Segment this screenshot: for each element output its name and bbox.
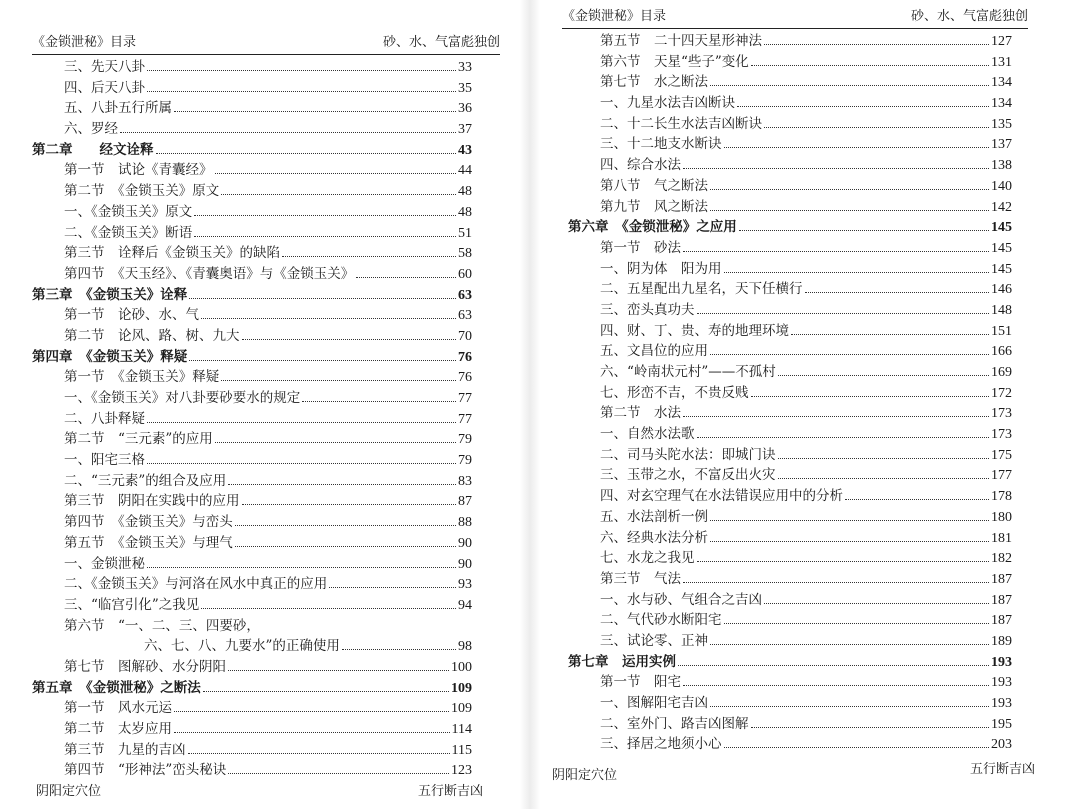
- toc-dot-leader: [242, 492, 457, 505]
- toc-entry: [568, 362, 1012, 383]
- toc-entry: [568, 734, 1012, 755]
- toc-entry-label: 第二节 水法: [600, 405, 681, 422]
- toc-dot-leader: [356, 265, 456, 278]
- toc-entry-label: 四、对玄空理气在水法错误应用中的分析: [600, 488, 843, 505]
- toc-entry: [568, 507, 1012, 528]
- toc-dot-leader: [751, 384, 990, 397]
- toc-dot-leader: [215, 430, 456, 443]
- toc-dot-leader: [751, 715, 990, 728]
- toc-dot-leader: [282, 244, 456, 257]
- toc-page-number: 90: [458, 535, 472, 551]
- toc-entry: [568, 197, 1012, 218]
- toc-dot-leader: [201, 306, 456, 319]
- toc-entry-label: 第六节 天星“些子”变化: [600, 53, 749, 70]
- toc-entry: [32, 450, 472, 471]
- right-table-of-contents: [568, 31, 1012, 755]
- toc-entry-label: 第四节 “形神法”峦头秘诀: [64, 762, 227, 779]
- toc-entry: [32, 305, 472, 326]
- toc-page-number: 137: [991, 137, 1012, 153]
- toc-dot-leader: [710, 73, 989, 86]
- toc-page-number: 98: [458, 639, 472, 655]
- toc-page-number: 182: [991, 551, 1012, 567]
- toc-page-number: 83: [458, 473, 472, 489]
- toc-page-number: 115: [451, 742, 472, 758]
- toc-page-number: 33: [458, 60, 472, 75]
- toc-page-number: 193: [991, 696, 1012, 711]
- toc-dot-leader: [737, 94, 989, 107]
- toc-page-number: 63: [458, 287, 472, 303]
- toc-entry-label: 二、十二长生水法吉凶断诀: [600, 115, 762, 132]
- toc-dot-leader: [342, 637, 456, 650]
- toc-entry-label: 第三节 阴阳在实践中的应用: [64, 493, 240, 510]
- toc-page-number: 76: [458, 370, 472, 386]
- right-page-header: [562, 6, 1028, 29]
- toc-entry-label: 第三节 诠释后《金锁玉关》的缺陷: [64, 245, 280, 262]
- toc-entry: [568, 465, 1012, 486]
- toc-entry: [568, 486, 1012, 507]
- toc-dot-leader: [194, 224, 456, 237]
- toc-entry-label: 第一节 试论《青囊经》: [64, 162, 213, 179]
- toc-page-number: 138: [991, 158, 1012, 174]
- toc-entry: [32, 160, 472, 181]
- toc-entry: [32, 760, 472, 781]
- toc-entry: [32, 698, 472, 719]
- toc-entry: [32, 616, 472, 637]
- toc-page-number: 35: [458, 80, 472, 96]
- toc-dot-leader: [710, 198, 989, 211]
- toc-page-number: 193: [991, 654, 1012, 670]
- toc-dot-leader: [683, 570, 989, 583]
- toc-entry: [32, 719, 472, 740]
- toc-entry: [568, 528, 1012, 549]
- toc-entry: [568, 321, 1012, 342]
- toc-page-number: 109: [451, 680, 472, 696]
- left-footer-right: 五行断吉凶: [418, 784, 484, 799]
- toc-dot-leader: [724, 260, 990, 273]
- toc-dot-leader: [683, 404, 989, 417]
- toc-page-number: 189: [991, 633, 1012, 649]
- toc-dot-leader: [147, 555, 456, 568]
- toc-entry-label: 二、《金锁玉关》与河洛在风水中真正的应用: [64, 576, 328, 593]
- left-table-of-contents: [32, 57, 472, 781]
- right-header-author: 砂、水、气富彪独创: [910, 9, 1028, 24]
- toc-page-number: 58: [458, 246, 472, 262]
- toc-entry: [32, 119, 472, 140]
- toc-page-number: 166: [991, 344, 1012, 360]
- toc-entry-label: 第五节 《金锁玉关》与理气: [64, 534, 233, 551]
- toc-entry-label: 六、经典水法分析: [600, 529, 708, 546]
- toc-entry-label: 三、“临宫引化”之我见: [64, 596, 200, 613]
- toc-chapter-entry: [568, 652, 1012, 673]
- toc-page-number: 172: [991, 385, 1012, 401]
- toc-dot-leader: [764, 115, 989, 128]
- toc-dot-leader: [791, 322, 989, 335]
- toc-entry-label: 第三节 九星的吉凶: [64, 741, 186, 758]
- toc-page-number: 173: [991, 427, 1012, 443]
- toc-dot-leader: [201, 596, 456, 609]
- toc-entry: [32, 57, 472, 78]
- toc-page-number: 94: [458, 597, 472, 613]
- toc-entry-label: 第八节 气之断法: [600, 177, 708, 194]
- toc-dot-leader: [764, 591, 989, 604]
- toc-page-number: 36: [458, 101, 472, 117]
- toc-dot-leader: [120, 120, 456, 133]
- toc-entry-label: 第九节 风之断法: [600, 198, 708, 215]
- toc-entry: [32, 409, 472, 430]
- toc-dot-leader: [845, 487, 989, 500]
- toc-entry-label: 二、八卦释疑: [64, 410, 145, 427]
- toc-dot-leader: [147, 79, 456, 92]
- toc-page-number: 173: [991, 406, 1012, 422]
- toc-entry: [32, 533, 472, 554]
- toc-page-number: 114: [451, 722, 472, 737]
- toc-entry: [568, 300, 1012, 321]
- toc-page-number: 76: [458, 349, 472, 365]
- toc-entry: [568, 590, 1012, 611]
- toc-page-number: 187: [991, 571, 1012, 587]
- toc-entry: [568, 631, 1012, 652]
- toc-entry-label: 第五节 二十四天星形神法: [600, 33, 762, 49]
- toc-entry-label: 五、文昌位的应用: [600, 343, 708, 360]
- toc-entry: [568, 548, 1012, 569]
- toc-entry: [568, 714, 1012, 735]
- toc-entry-label: 六、罗经: [64, 121, 118, 138]
- toc-page-number: 48: [458, 184, 472, 200]
- toc-page-number: 37: [458, 122, 472, 138]
- book-gutter: [520, 0, 540, 809]
- toc-dot-leader: [805, 280, 990, 293]
- toc-entry-label: 三、玉带之水，不富反出火灾: [600, 467, 776, 484]
- toc-entry-label: 第三章 《金锁玉关》诠释: [32, 286, 188, 303]
- toc-entry-label: 一、水与砂、气组合之吉凶: [600, 591, 762, 608]
- toc-entry: [32, 657, 472, 678]
- right-footer-left: 阴阳定穴位: [552, 768, 618, 783]
- toc-dot-leader: [147, 410, 456, 423]
- toc-entry-label: 七、水龙之我见: [600, 550, 695, 567]
- toc-entry: [568, 93, 1012, 114]
- toc-dot-leader: [189, 286, 456, 299]
- toc-entry-label: 二、“三元素”的组合及应用: [64, 472, 227, 489]
- left-footer-left: 阴阳定穴位: [36, 784, 102, 799]
- toc-page-number: 151: [991, 323, 1012, 339]
- toc-dot-leader: [764, 32, 989, 45]
- toc-dot-leader: [778, 466, 990, 479]
- toc-page-number: 77: [458, 391, 472, 406]
- toc-page-number: 134: [991, 75, 1012, 91]
- toc-page-number: 48: [458, 204, 472, 220]
- toc-entry: [32, 223, 472, 244]
- toc-page-number: 175: [991, 447, 1012, 463]
- left-page: [0, 0, 520, 809]
- toc-dot-leader: [710, 529, 989, 542]
- toc-page-number: 145: [991, 240, 1012, 256]
- toc-chapter-entry: [32, 140, 472, 161]
- toc-entry-label: 第四节 《金锁玉关》与峦头: [64, 514, 233, 531]
- toc-entry-label: 第二章 经文诠释: [32, 141, 154, 158]
- toc-entry-label: 第二节 “三元素”的应用: [64, 431, 213, 448]
- toc-entry: [568, 52, 1012, 73]
- toc-chapter-entry: [32, 347, 472, 368]
- toc-page-number: 79: [458, 432, 472, 448]
- toc-chapter-entry: [32, 285, 472, 306]
- toc-page-number: 44: [458, 163, 472, 179]
- toc-entry-label: 一、《金锁玉关》对八卦要砂要水的规定: [64, 390, 301, 406]
- toc-entry: [32, 78, 472, 99]
- toc-entry-label: 第一节 论砂、水、气: [64, 307, 199, 324]
- toc-page-number: 178: [991, 489, 1012, 505]
- toc-page-number: 177: [991, 468, 1012, 484]
- toc-entry-label: 第七节 图解砂、水分阴阳: [64, 658, 226, 675]
- toc-page-number: 90: [458, 556, 472, 572]
- toc-entry: [568, 403, 1012, 424]
- toc-page-number: 77: [458, 411, 472, 427]
- toc-entry-label: 第六节 “一、二、三、四要砂，: [64, 617, 260, 634]
- toc-entry: [568, 114, 1012, 135]
- toc-dot-leader: [683, 156, 989, 169]
- toc-entry-label: 一、金锁泄秘: [64, 555, 145, 572]
- toc-page-number: 180: [991, 509, 1012, 525]
- toc-entry-label: 第二节 《金锁玉关》原文: [64, 183, 220, 200]
- toc-entry-label: 第六章 《金锁泄秘》之应用: [568, 219, 737, 236]
- toc-entry: [568, 238, 1012, 259]
- toc-entry-label: 二、气代砂水断阳宅: [600, 612, 722, 629]
- toc-page-number: 187: [991, 613, 1012, 629]
- toc-page-number: 195: [991, 716, 1012, 732]
- toc-entry-label: 一、阳宅三格: [64, 452, 145, 469]
- toc-dot-leader: [188, 741, 450, 754]
- left-header-author: 砂、水、气富彪独创: [382, 35, 500, 50]
- toc-entry-label: 三、峦头真功夫: [600, 301, 695, 318]
- toc-dot-leader: [156, 141, 457, 154]
- toc-page-number: 145: [991, 220, 1012, 236]
- toc-dot-leader: [697, 301, 990, 314]
- toc-page-number: 127: [991, 34, 1012, 49]
- toc-entry-label: 二、五星配出九星名，天下任横行: [600, 281, 803, 298]
- toc-dot-leader: [174, 699, 449, 712]
- toc-page-number: 145: [991, 261, 1012, 277]
- toc-entry: [32, 636, 472, 657]
- toc-page-number: 134: [991, 96, 1012, 112]
- toc-dot-leader: [228, 472, 456, 485]
- toc-entry-label: 第一节 《金锁玉关》释疑: [64, 369, 220, 386]
- toc-entry-label: 六、“岭南状元村”——不孤村: [600, 364, 776, 380]
- toc-entry: [568, 134, 1012, 155]
- toc-entry-label: 七、形峦不吉，不贵反贱: [600, 384, 749, 401]
- toc-entry: [568, 445, 1012, 466]
- toc-entry-label: 一、阴为体 阳为用: [600, 260, 722, 277]
- toc-page-number: 123: [451, 763, 472, 779]
- toc-entry: [32, 326, 472, 347]
- right-header-title: 《金锁泄秘》目录: [562, 9, 667, 24]
- toc-entry: [32, 595, 472, 616]
- toc-dot-leader: [228, 658, 449, 671]
- toc-dot-leader: [710, 508, 989, 521]
- toc-entry-label: 四、综合水法: [600, 157, 681, 174]
- toc-entry-label: 二、司马头陀水法：即城门诀: [600, 446, 776, 463]
- toc-dot-leader: [678, 653, 989, 666]
- toc-dot-leader: [194, 203, 456, 216]
- toc-entry-label: 第二节 太岁应用: [64, 721, 172, 737]
- toc-page-number: 70: [458, 328, 472, 344]
- toc-entry: [568, 31, 1012, 52]
- toc-dot-leader: [683, 239, 989, 252]
- toc-page-number: 93: [458, 577, 472, 593]
- toc-dot-leader: [221, 182, 456, 195]
- toc-dot-leader: [147, 451, 456, 464]
- toc-entry-label: 一、自然水法歌: [600, 426, 695, 443]
- toc-page-number: 79: [458, 453, 472, 469]
- toc-entry: [32, 740, 472, 761]
- toc-entry: [568, 279, 1012, 300]
- toc-entry: [568, 569, 1012, 590]
- toc-entry-label: 五、八卦五行所属: [64, 100, 172, 117]
- toc-entry-label: 第四节 《天玉经》、《青囊奥语》与《金锁玉关》: [64, 265, 355, 282]
- toc-entry: [32, 388, 472, 409]
- toc-entry-label: 第七章 运用实例: [568, 653, 676, 670]
- toc-dot-leader: [751, 53, 989, 66]
- toc-page-number: 87: [458, 494, 472, 510]
- toc-dot-leader: [242, 327, 457, 340]
- toc-entry: [32, 367, 472, 388]
- toc-entry: [568, 72, 1012, 93]
- toc-entry-label: 四、财、丁、贵、寿的地理环境: [600, 322, 789, 339]
- toc-page-number: 131: [991, 54, 1012, 70]
- toc-dot-leader: [174, 720, 450, 733]
- toc-dot-leader: [215, 161, 457, 174]
- toc-entry-label: 三、试论零、正神: [600, 632, 708, 649]
- toc-entry: [32, 181, 472, 202]
- toc-entry-label: 第四章 《金锁玉关》释疑: [32, 348, 188, 365]
- toc-page-number: 60: [458, 266, 472, 282]
- toc-entry-label: 第一节 砂法: [600, 239, 681, 256]
- toc-dot-leader: [147, 58, 456, 71]
- toc-chapter-entry: [32, 678, 472, 699]
- toc-page-number: 51: [458, 225, 472, 241]
- toc-page-number: 140: [991, 178, 1012, 194]
- toc-page-number: 181: [991, 530, 1012, 546]
- toc-page-number: 100: [451, 659, 472, 675]
- toc-dot-leader: [697, 549, 990, 562]
- right-footer-right: 五行断吉凶: [970, 762, 1036, 777]
- toc-entry: [568, 610, 1012, 631]
- toc-page-number: 142: [991, 199, 1012, 215]
- toc-dot-leader: [710, 632, 989, 645]
- toc-entry-label: 四、后天八卦: [64, 79, 145, 96]
- toc-page-number: 43: [458, 142, 472, 158]
- left-page-header: [32, 32, 500, 55]
- left-header-title: 《金锁泄秘》目录: [32, 35, 137, 50]
- toc-dot-leader: [710, 177, 989, 190]
- toc-dot-leader: [697, 425, 990, 438]
- toc-page-number: 88: [458, 515, 472, 531]
- toc-entry-label: 第三节 气法: [600, 570, 681, 587]
- toc-page-number: 135: [991, 116, 1012, 132]
- toc-entry: [568, 176, 1012, 197]
- toc-entry: [568, 155, 1012, 176]
- toc-entry: [32, 264, 472, 285]
- toc-dot-leader: [302, 389, 456, 402]
- toc-dot-leader: [235, 534, 456, 547]
- toc-dot-leader: [228, 761, 449, 774]
- toc-dot-leader: [778, 363, 989, 376]
- toc-page-number: 193: [991, 675, 1012, 691]
- toc-entry-label: 第一节 阳宅: [600, 674, 681, 691]
- toc-entry-label: 第一节 风水元运: [64, 700, 172, 717]
- toc-page-number: 148: [991, 302, 1012, 318]
- toc-dot-leader: [235, 513, 456, 526]
- toc-dot-leader: [683, 673, 989, 686]
- toc-entry: [32, 98, 472, 119]
- toc-page-number: 187: [991, 592, 1012, 608]
- toc-dot-leader: [221, 368, 456, 381]
- toc-entry: [32, 554, 472, 575]
- toc-entry-label: 第二节 论风、路、树、九大: [64, 327, 240, 344]
- toc-page-number: 146: [991, 282, 1012, 298]
- toc-page-number: 203: [991, 737, 1012, 753]
- toc-entry: [32, 243, 472, 264]
- toc-page-number: 169: [991, 365, 1012, 380]
- toc-entry-label: 三、择居之地须小心: [600, 736, 722, 753]
- toc-dot-leader: [329, 575, 456, 588]
- toc-dot-leader: [739, 218, 989, 231]
- toc-entry: [568, 259, 1012, 280]
- toc-page-number: 63: [458, 308, 472, 324]
- toc-dot-leader: [203, 679, 449, 692]
- toc-dot-leader: [724, 611, 990, 624]
- toc-entry: [32, 491, 472, 512]
- toc-dot-leader: [710, 694, 989, 707]
- toc-entry-label: 二、《金锁玉关》断语: [64, 224, 193, 241]
- toc-entry: [32, 202, 472, 223]
- toc-entry-label: 第五章 《金锁泄秘》之断法: [32, 679, 201, 696]
- toc-entry: [568, 672, 1012, 693]
- toc-entry-label: 三、先天八卦: [64, 59, 145, 75]
- toc-entry: [568, 383, 1012, 404]
- toc-entry-label: 六、七、八、九要水”的正确使用: [144, 638, 340, 655]
- toc-entry: [32, 429, 472, 450]
- toc-entry-label: 一、图解阳宅吉凶: [600, 695, 708, 711]
- toc-dot-leader: [724, 735, 990, 748]
- toc-dot-leader: [724, 135, 990, 148]
- toc-entry: [32, 512, 472, 533]
- toc-page-number: 109: [451, 701, 472, 717]
- toc-dot-leader: [778, 446, 990, 459]
- toc-entry: [568, 693, 1012, 714]
- toc-dot-leader: [710, 342, 989, 355]
- toc-chapter-entry: [568, 217, 1012, 238]
- toc-dot-leader: [174, 99, 456, 112]
- toc-entry-label: 二、室外门、路吉凶图解: [600, 715, 749, 732]
- toc-entry-label: 第七节 水之断法: [600, 74, 708, 91]
- toc-entry-label: 五、水法剖析一例: [600, 508, 708, 525]
- toc-entry-label: 一、《金锁玉关》原文: [64, 203, 193, 220]
- toc-entry: [568, 424, 1012, 445]
- toc-entry-label: 三、十二地支水断诀: [600, 136, 722, 153]
- toc-entry: [568, 341, 1012, 362]
- toc-entry-label: 一、九星水法吉凶断诀: [600, 95, 735, 112]
- toc-entry: [32, 471, 472, 492]
- right-page: [540, 0, 1040, 809]
- toc-entry: [32, 574, 472, 595]
- toc-dot-leader: [189, 348, 456, 361]
